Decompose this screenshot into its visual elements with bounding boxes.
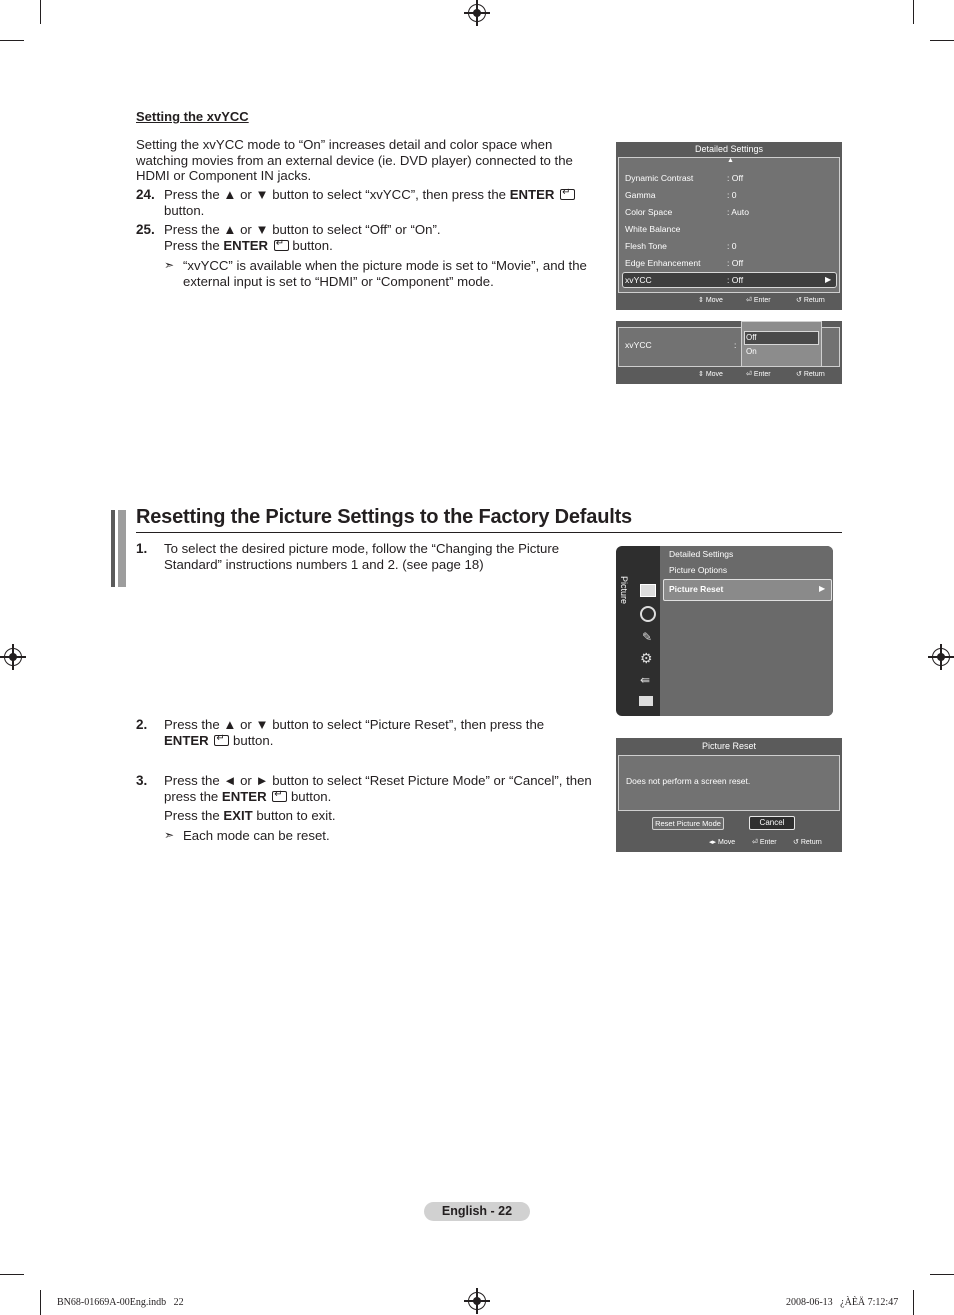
step-text-part: press the: [164, 788, 222, 804]
arrow-right-icon: ▶: [825, 275, 832, 284]
return-hint: ↺ Return: [796, 371, 825, 378]
settings-row-selected[interactable]: [625, 275, 744, 285]
section-heading: Setting the xvYCC: [136, 109, 249, 124]
crop-mark: [930, 1274, 954, 1275]
enter-label: Enter: [759, 839, 777, 846]
enter-keyword: ENTER: [164, 732, 209, 748]
option-off[interactable]: Off: [746, 333, 757, 342]
page-number: English - 22: [424, 1202, 530, 1221]
move-label: Move: [705, 371, 723, 378]
colon: :: [734, 340, 737, 350]
enter-icon: [274, 240, 289, 251]
step-text-part: button to exit.: [252, 808, 336, 823]
section-intro: Setting the xvYCC mode to “On” increases detail and color space when watching movies from an external device (ie. DVD player) connected to the HDMI or Component IN jacks.: [136, 137, 573, 183]
scroll-up-icon: ▲: [727, 157, 734, 164]
row-value: : Off: [727, 275, 744, 285]
reset-picture-mode-button[interactable]: Reset Picture Mode: [652, 817, 724, 830]
settings-row[interactable]: [625, 241, 737, 251]
menu-side-label: Picture: [619, 576, 629, 605]
row-label: xvYCC: [625, 275, 652, 285]
row-label: White Balance: [625, 224, 681, 234]
settings-row[interactable]: [625, 190, 737, 200]
enter-hint: ⏎ Enter: [746, 371, 771, 378]
return-label: Return: [803, 371, 825, 378]
step-text-part: Press the ◄ or ► button to select “Reset Picture Mode” or “Cancel”, then: [164, 773, 592, 788]
enter-hint: ⏎ Enter: [752, 839, 777, 846]
row-label: Gamma: [625, 190, 656, 200]
step-text-part: button.: [287, 788, 332, 804]
move-label: Move: [705, 297, 723, 304]
registration-mark-icon: [468, 1292, 486, 1310]
crop-mark: [930, 40, 954, 41]
enter-label: Enter: [753, 371, 771, 378]
step-text-part: button.: [229, 732, 274, 748]
settings-row[interactable]: [625, 224, 680, 234]
option-on[interactable]: On: [746, 347, 757, 356]
step-text-part: Press the: [164, 237, 224, 253]
enter-keyword: ENTER: [223, 237, 269, 253]
input-icon[interactable]: ⇚: [640, 673, 651, 687]
crop-mark: [913, 1290, 914, 1315]
step-text: [164, 717, 604, 748]
return-label: Return: [800, 839, 822, 846]
picture-icon[interactable]: [640, 584, 656, 597]
settings-row[interactable]: [625, 173, 744, 183]
setup-icon[interactable]: ⚙: [640, 650, 653, 666]
row-label: Flesh Tone: [625, 241, 667, 251]
settings-row[interactable]: [625, 207, 749, 217]
crop-mark: [0, 1274, 24, 1275]
move-hint: ◂▸ Move: [709, 839, 736, 846]
screen-title: Detailed Settings: [694, 144, 764, 154]
picture-menu-screen: [616, 546, 833, 716]
move-hint: ⇕ Move: [698, 297, 723, 304]
registration-mark-icon: [4, 648, 22, 666]
cancel-button[interactable]: Cancel: [749, 816, 795, 830]
picture-reset-screen: [616, 738, 842, 852]
note-text: Each mode can be reset.: [183, 828, 330, 843]
note-arrow-icon: ➣: [164, 258, 175, 272]
return-hint: ↺ Return: [796, 297, 825, 304]
step-text-part: Press the ▲ or ▼ button to select “xvYCC”, then press the: [164, 187, 510, 202]
row-value: : Off: [727, 258, 744, 268]
step-text-part: Press the ▲ or ▼ button to select “Picture Reset”, then press the: [164, 717, 545, 732]
return-hint: ↺ Return: [793, 839, 822, 846]
step-text: To select the desired picture mode, follow the “Changing the Picture Standard” instructions numbers 1 and 2. (see page 18): [164, 541, 560, 572]
row-value: : Auto: [727, 207, 749, 217]
enter-keyword: ENTER: [509, 187, 555, 202]
crop-mark: [913, 0, 914, 24]
print-timestamp: 2008-06-13 ¿ÀÈÄ 7:12:47: [786, 1297, 899, 1308]
row-label: Color Space: [625, 207, 673, 217]
note-text: “xvYCC” is available when the picture mode is set to “Movie”, and the external input is set to “HDMI” or “Component” mode.: [183, 258, 587, 289]
row-value: : 0: [727, 241, 737, 251]
enter-icon: [272, 791, 287, 802]
dialog-message: Does not perform a screen reset.: [626, 776, 751, 786]
step-number: 3.: [136, 773, 148, 788]
application-icon[interactable]: [639, 696, 653, 706]
enter-icon: [214, 735, 229, 746]
menu-item-picture-reset[interactable]: Picture Reset: [669, 584, 724, 594]
step-text-part: Press the ▲ or ▼ button to select “Off” or “On”.: [164, 222, 441, 237]
return-label: Return: [803, 297, 825, 304]
enter-icon: [560, 189, 575, 200]
row-label: Dynamic Contrast: [625, 173, 694, 183]
move-hint: ⇕ Move: [698, 371, 723, 378]
exit-instruction: [164, 808, 604, 824]
row-value: : Off: [727, 173, 744, 183]
move-label: Move: [717, 839, 736, 846]
menu-item-picture-options[interactable]: Picture Options: [669, 565, 728, 575]
heading-bar: [118, 510, 126, 587]
step-text: [164, 773, 604, 804]
step-text-part: Press the: [164, 808, 224, 823]
channel-icon[interactable]: ✎: [642, 630, 653, 644]
title-underline: [136, 532, 842, 533]
xvycc-option-screen: [616, 321, 842, 384]
step-number: 2.: [136, 717, 148, 732]
arrow-right-icon: ▶: [819, 584, 826, 593]
screen-title: Picture Reset: [701, 741, 757, 751]
crop-mark: [40, 1290, 41, 1315]
xvycc-label: xvYCC: [625, 340, 652, 350]
step-text: [164, 187, 604, 218]
sound-icon[interactable]: [640, 606, 656, 622]
enter-label: Enter: [753, 297, 771, 304]
step-number: 1.: [136, 541, 148, 556]
step-text-part: button.: [288, 237, 333, 253]
exit-keyword: EXIT: [223, 808, 253, 823]
row-value: : 0: [727, 190, 737, 200]
crop-mark: [40, 0, 41, 24]
enter-keyword: ENTER: [221, 788, 267, 804]
settings-row[interactable]: [625, 258, 744, 268]
row-label: Edge Enhancement: [625, 258, 701, 268]
registration-mark-icon: [468, 4, 486, 22]
step-number: 24.: [136, 187, 155, 202]
section-title: Resetting the Picture Settings to the Factory Defaults: [136, 506, 632, 528]
enter-hint: ⏎ Enter: [746, 297, 771, 304]
step-text-part: button.: [164, 202, 205, 218]
step-number: 25.: [136, 222, 155, 237]
registration-mark-icon: [932, 648, 950, 666]
menu-item-detailed-settings[interactable]: Detailed Settings: [669, 549, 734, 559]
detailed-settings-screen: [616, 142, 842, 310]
crop-mark: [0, 40, 24, 41]
heading-bar: [111, 510, 115, 587]
step-text: [164, 222, 604, 253]
file-info: BN68-01669A-00Eng.indb 22: [57, 1297, 184, 1308]
note-arrow-icon: ➣: [164, 828, 175, 842]
